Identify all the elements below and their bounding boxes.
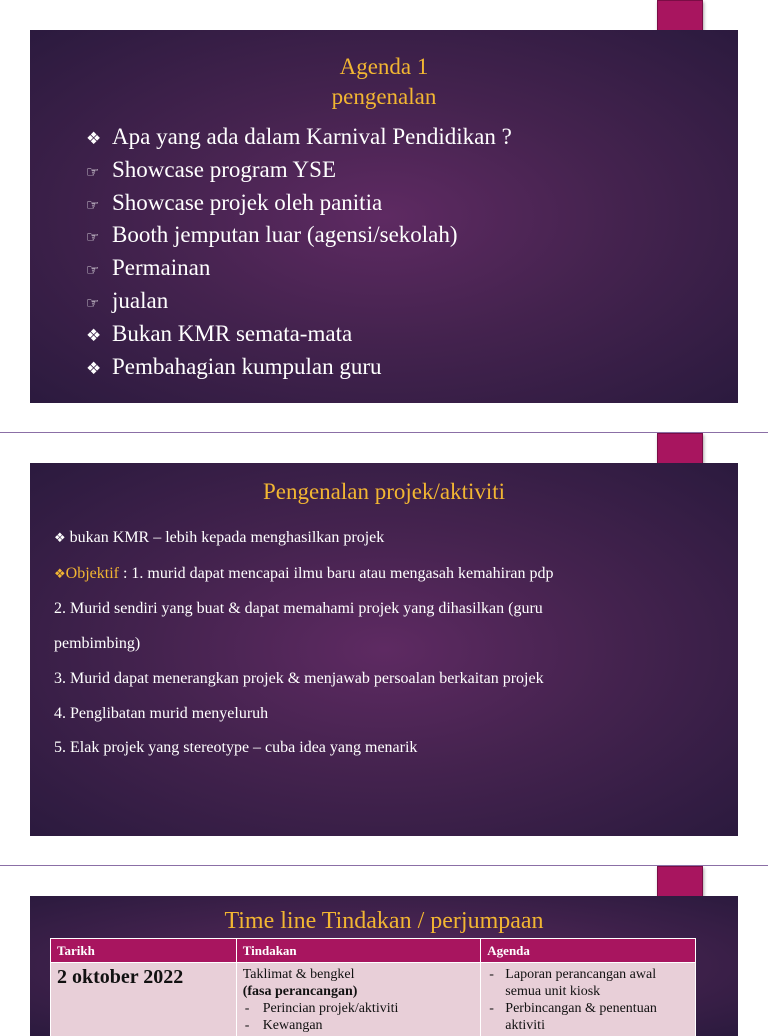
- page-divider-1: [0, 432, 768, 433]
- timeline-table: [50, 938, 696, 1036]
- list-item: - Kewangan: [243, 1017, 475, 1034]
- pointing-hand-icon: ☞: [86, 222, 112, 253]
- list-item: ☞ Showcase projek oleh panitia: [86, 188, 738, 221]
- slide-body: [54, 521, 738, 766]
- table-row: [51, 963, 696, 1036]
- diamond-bullet-icon: ❖: [86, 124, 112, 155]
- list-item: ☞ jualan: [86, 286, 738, 319]
- slide-title: Agenda 1 pengenalan: [30, 52, 738, 112]
- slide-timeline: [30, 896, 738, 1036]
- diamond-bullet-icon: ❖: [54, 531, 66, 546]
- pointing-hand-icon: ☞: [86, 288, 112, 319]
- list-item: ☞ Booth jemputan luar (agensi/sekolah): [86, 220, 738, 253]
- list-item: ❖ Apa yang ada dalam Karnival Pendidikan ?: [86, 122, 738, 155]
- diamond-bullet-icon: ❖: [54, 567, 66, 582]
- date-cell: 2 oktober 2022: [51, 963, 237, 1036]
- table-header-row: [51, 939, 696, 963]
- body-line: 5. Elak projek yang stereotype – cuba idea yang menarik: [54, 731, 738, 766]
- list-item: - Laporan perancangan awal semua unit kiosk: [487, 966, 689, 1000]
- agenda-cell: [481, 963, 696, 1036]
- list-item: ☞ Permainan: [86, 253, 738, 286]
- pointing-hand-icon: ☞: [86, 255, 112, 286]
- body-line: ❖Objektif : 1. murid dapat mencapai ilmu baru atau mengasah kemahiran pdp: [54, 557, 738, 593]
- column-header-tarikh: Tarikh: [51, 939, 237, 963]
- slide-title: Pengenalan projek/aktiviti: [30, 477, 738, 507]
- tindakan-cell: Taklimat & bengkel (fasa perancangan) - Perincian projek/aktiviti - Kewangan: [236, 963, 481, 1036]
- body-line: 2. Murid sendiri yang buat & dapat memahami projek yang dihasilkan (guru: [54, 592, 738, 627]
- slide-project-intro: [30, 463, 738, 836]
- page-divider-2: [0, 865, 768, 866]
- diamond-bullet-icon: ❖: [86, 321, 112, 352]
- column-header-agenda: Agenda: [481, 939, 696, 963]
- agenda-list: [86, 122, 738, 384]
- slide-title: Time line Tindakan / perjumpaan: [30, 906, 738, 936]
- list-item: ❖ Bukan KMR semata-mata: [86, 319, 738, 352]
- list-item: ❖ Pembahagian kumpulan guru: [86, 352, 738, 385]
- body-line: 3. Murid dapat menerangkan projek & menjawab persoalan berkaitan projek: [54, 662, 738, 697]
- objektif-label: Objektif: [66, 565, 119, 582]
- body-line: ❖ bukan KMR – lebih kepada menghasilkan projek: [54, 521, 738, 557]
- body-line: 4. Penglibatan murid menyeluruh: [54, 697, 738, 732]
- body-line: pembimbing): [54, 627, 738, 662]
- list-item: - Perbincangan & penentuan aktiviti: [487, 1000, 689, 1034]
- pointing-hand-icon: ☞: [86, 157, 112, 188]
- diamond-bullet-icon: ❖: [86, 354, 112, 385]
- list-item: - Perincian projek/aktiviti: [243, 1000, 475, 1017]
- list-item: ☞ Showcase program YSE: [86, 155, 738, 188]
- column-header-tindakan: Tindakan: [236, 939, 481, 963]
- pointing-hand-icon: ☞: [86, 190, 112, 221]
- slide-agenda: [30, 30, 738, 403]
